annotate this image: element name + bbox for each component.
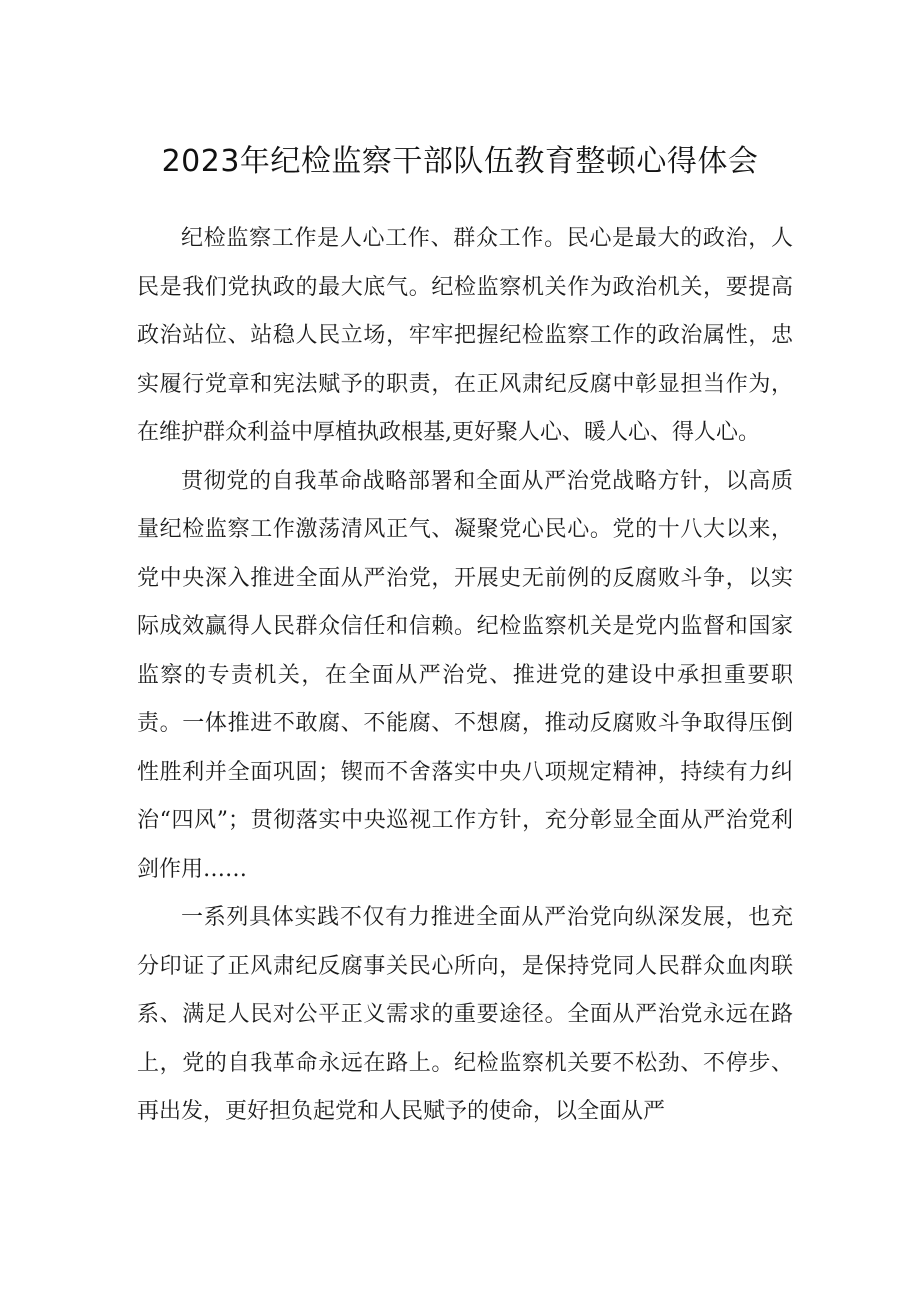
paragraph-2: 贯彻党的自我革命战略部署和全面从严治党战略方针，以高质量纪检监察工作激荡清风正气、凝聚党心民心。党的十八大以来，党中央深入推进全面从严治党，开展史无前例的反腐败斗争，以实际成效赢得人民群众信任和信赖。纪检监察机关是党内监督和国家监察的专责机关，在全面从严治党、推进党的建设中承担重要职责。一体推进不敢腐、不能腐、不想腐，推动反腐败斗争取得压倒性胜利并全面巩固；锲而不舍落实中央八项规定精神，持续有力纠治“四风”；贯彻落实中央巡视工作方针，充分彰显全面从严治党利剑作用……	[137, 468, 793, 882]
document-title: 2023年纪检监察干部队伍教育整顿心得体会	[161, 144, 759, 179]
paragraph-1: 纪检监察工作是人心工作、群众工作。民心是最大的政治，人民是我们党执政的最大底气。纪检监察机关作为政治机关，要提高政治站位、站稳人民立场，牢牢把握纪检监察工作的政治属性，忠实履行党章和宪法赋予的职责，在正风肃纪反腐中彰显担当作为，在维护群众利益中厚植执政根基,更好聚人心、暖人心、得人心。	[137, 226, 793, 445]
document-body	[137, 215, 793, 1137]
paragraph-3: 一系列具体实践不仅有力推进全面从严治党向纵深发展，也充分印证了正风肃纪反腐事关民心所向，是保持党同人民群众血肉联系、满足人民对公平正义需求的重要途径。全面从严治党永远在路上，党的自我革命永远在路上。纪检监察机关要不松劲、不停步、再出发，更好担负起党和人民赋予的使命，以全面从严	[137, 905, 793, 1124]
